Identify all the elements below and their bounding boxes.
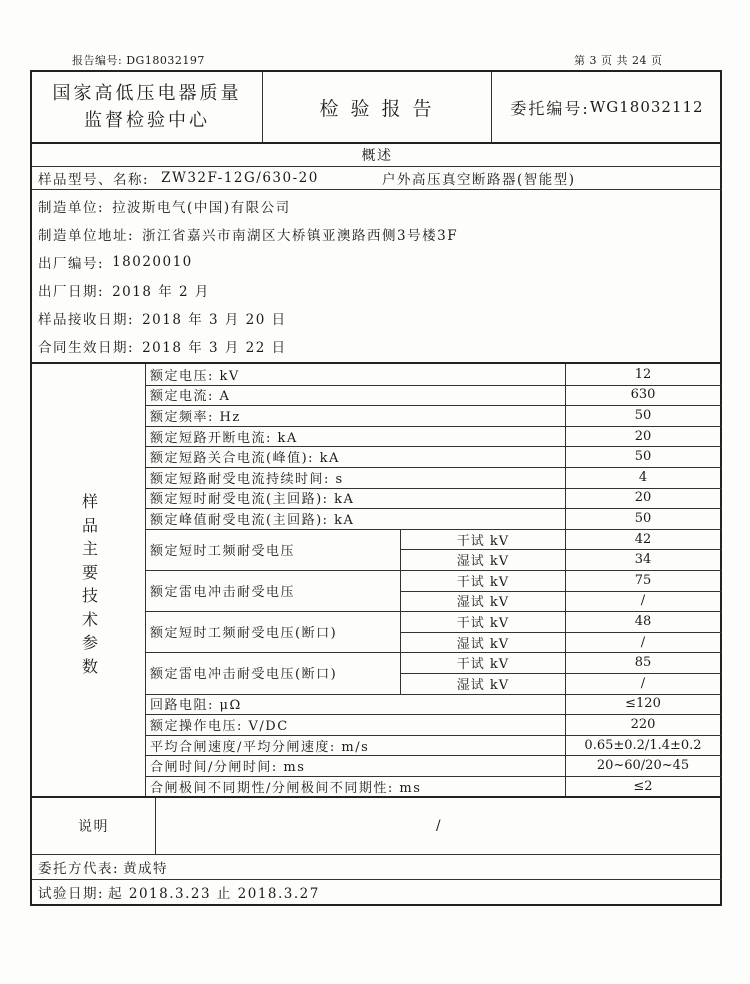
param-row — [146, 776, 720, 797]
param-name: 回路电阻: μΩ — [150, 698, 242, 714]
page-info: 第 3 页 共 24 页 — [574, 54, 663, 67]
param-group-name: 额定短时工频耐受电压(断口) — [150, 626, 338, 642]
param-row — [146, 735, 720, 756]
param-sub-label: 干试 kV — [456, 574, 510, 590]
param-value: 220 — [630, 716, 656, 732]
param-name: 额定短路耐受电流持续时间: s — [150, 471, 344, 487]
param-value: 20~60/20~45 — [596, 758, 690, 774]
param-value: 4 — [638, 469, 648, 485]
param-sub-label: 干试 kV — [456, 615, 510, 631]
param-value: ≤120 — [625, 696, 661, 712]
param-value: ≤2 — [633, 778, 653, 794]
param-name: 额定短时耐受电流(主回路): kA — [150, 492, 355, 508]
overview-value-product-name: 户外高压真空断路器(智能型) — [382, 172, 576, 188]
param-name: 额定电流: A — [150, 389, 231, 405]
org-name-line1: 国家高低压电器质量 — [52, 83, 242, 104]
param-row — [146, 467, 720, 488]
test-date-value: 起 2018.3.23 止 2018.3.27 — [108, 886, 320, 902]
overview-label: 制造单位: — [38, 200, 105, 216]
test-date — [38, 881, 320, 903]
params-side-label: 样 品 主 要 技 术 参 数 — [81, 492, 98, 676]
param-row — [146, 755, 720, 776]
overview-value: 2018 年 2 月 — [112, 284, 210, 300]
param-name: 额定电压: kV — [150, 368, 240, 384]
param-row — [146, 508, 720, 529]
param-row — [146, 488, 720, 509]
overview-value: 拉波斯电气(中国)有限公司 — [112, 200, 291, 216]
overview-label: 出厂日期: — [38, 284, 105, 300]
param-value: / — [640, 593, 646, 609]
overview-value: 18020010 — [112, 254, 193, 270]
param-value: 50 — [634, 407, 652, 423]
overview-label: 样品接收日期: — [38, 312, 135, 328]
overview-row-serial — [38, 249, 193, 275]
report-title: 检 验 报 告 — [319, 97, 435, 120]
param-sub-label: 湿试 kV — [456, 677, 510, 693]
param-value: 12 — [634, 366, 652, 382]
param-value: 20 — [634, 490, 652, 506]
param-group-name: 额定短时工频耐受电压 — [150, 543, 296, 559]
param-row — [146, 714, 720, 735]
param-sub-label: 湿试 kV — [456, 595, 510, 611]
param-group-name: 额定雷电冲击耐受电压(断口) — [150, 667, 338, 683]
notes-value: / — [435, 818, 443, 834]
representative-label: 委托方代表: — [38, 861, 120, 877]
overview-row-contract-date — [38, 333, 287, 359]
overview-row-model — [38, 167, 319, 189]
overview-row-production-date — [38, 277, 210, 303]
param-value: 75 — [634, 572, 652, 588]
param-name: 合闸极间不同期性/分闸极间不同期性: ms — [150, 780, 422, 796]
param-name: 合闸时间/分闸时间: ms — [150, 760, 306, 776]
overview-label: 合同生效日期: — [38, 340, 135, 356]
param-name: 额定短路关合电流(峰值): kA — [150, 451, 340, 467]
param-value: 0.65±0.2/1.4±0.2 — [584, 737, 702, 753]
representative-value: 黄成特 — [123, 861, 169, 877]
param-sub-label: 湿试 kV — [456, 636, 510, 652]
param-group-name: 额定雷电冲击耐受电压 — [150, 585, 296, 601]
representative — [38, 856, 168, 878]
overview-value: 2018 年 3 月 20 日 — [142, 312, 287, 328]
param-value: 20 — [634, 428, 652, 444]
param-row — [146, 694, 720, 715]
param-name: 额定操作电压: V/DC — [150, 718, 289, 734]
param-sub-label: 干试 kV — [456, 533, 510, 549]
report-number — [72, 52, 205, 68]
org-name-line2: 监督检验中心 — [84, 110, 210, 131]
param-name: 额定短路开断电流: kA — [150, 430, 298, 446]
param-value: 50 — [634, 510, 652, 526]
param-row — [146, 446, 720, 467]
param-row — [146, 364, 720, 385]
param-sub-label: 湿试 kV — [456, 554, 510, 570]
param-value: 34 — [634, 552, 652, 568]
entrust-number-value: WG18032112 — [589, 98, 704, 116]
overview-heading: 概述 — [361, 148, 393, 164]
report-number-value: DG18032197 — [126, 54, 205, 67]
param-row — [146, 426, 720, 447]
overview-value: ZW32F-12G/630-20 — [161, 170, 319, 186]
org-name — [32, 72, 262, 142]
param-value: 50 — [634, 449, 652, 465]
param-value: / — [640, 634, 646, 650]
param-value: / — [640, 675, 646, 691]
param-value: 48 — [634, 613, 652, 629]
param-sub-label: 干试 kV — [456, 657, 510, 673]
notes-label: 说明 — [78, 819, 109, 835]
entrust-number — [492, 72, 722, 142]
param-value: 85 — [634, 655, 652, 671]
overview-label: 制造单位地址: — [38, 228, 135, 244]
param-value: 630 — [630, 387, 656, 403]
overview-row-address — [38, 221, 458, 247]
param-name: 平均合闸速度/平均分闸速度: m/s — [150, 739, 370, 755]
param-value: 42 — [634, 531, 652, 547]
overview-row-manufacturer — [38, 193, 291, 219]
param-row — [146, 405, 720, 426]
overview-value: 2018 年 3 月 22 日 — [142, 340, 287, 356]
entrust-number-label: 委托编号: — [510, 98, 590, 118]
param-row — [146, 385, 720, 406]
overview-row-receive-date — [38, 305, 287, 331]
test-date-label: 试验日期: — [38, 886, 105, 902]
param-name: 额定峰值耐受电流(主回路): kA — [150, 512, 355, 528]
overview-label: 出厂编号: — [38, 256, 105, 272]
overview-label: 样品型号、名称: — [38, 172, 150, 188]
overview-value: 浙江省嘉兴市南湖区大桥镇亚澳路西侧3号楼3F — [142, 228, 459, 244]
report-number-label: 报告编号: — [72, 54, 123, 67]
param-name: 额定频率: Hz — [150, 409, 241, 425]
